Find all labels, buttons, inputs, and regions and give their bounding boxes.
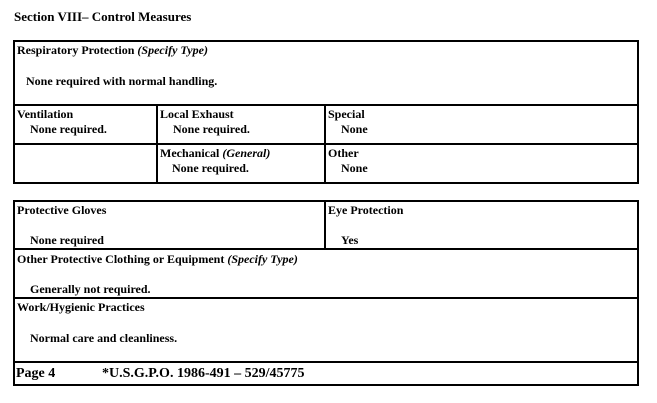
protective-gloves-label: Protective Gloves [17,203,107,217]
special-label: Special [328,107,365,121]
divider [156,104,158,184]
divider [13,361,639,363]
divider [324,104,326,184]
respiratory-protection-value: None required with normal handling. [26,74,218,88]
hygienic-practices-value: Normal care and cleanliness. [30,331,178,345]
hygienic-practices-label: Work/Hygienic Practices [17,300,145,314]
divider [13,104,639,106]
control-table-upper [13,40,639,184]
special-value: None [341,122,368,136]
mechanical-value: None required. [172,161,249,175]
eye-protection-value: Yes [341,233,359,247]
protective-gloves-value: None required [30,233,104,247]
page-number: Page 4 [16,366,56,381]
printer-imprint: *U.S.G.P.O. 1986-491 – 529/45775 [102,366,305,381]
local-exhaust-label: Local Exhaust [160,107,234,121]
other-value: None [341,161,368,175]
mechanical-label: Mechanical (General) [160,146,271,160]
divider [13,248,639,250]
respiratory-protection-label: Respiratory Protection (Specify Type) [17,43,208,57]
eye-protection-label: Eye Protection [328,203,404,217]
protective-clothing-label: Other Protective Clothing or Equipment (Specify Type) [17,252,298,266]
divider [13,297,639,299]
section-title: Section VIII– Control Measures [14,9,192,24]
ventilation-value: None required. [30,122,107,136]
ventilation-label: Ventilation [17,107,74,121]
divider [324,200,326,249]
protective-clothing-value: Generally not required. [30,282,151,296]
local-exhaust-value: None required. [173,122,250,136]
other-label: Other [328,146,359,160]
divider [13,143,639,145]
